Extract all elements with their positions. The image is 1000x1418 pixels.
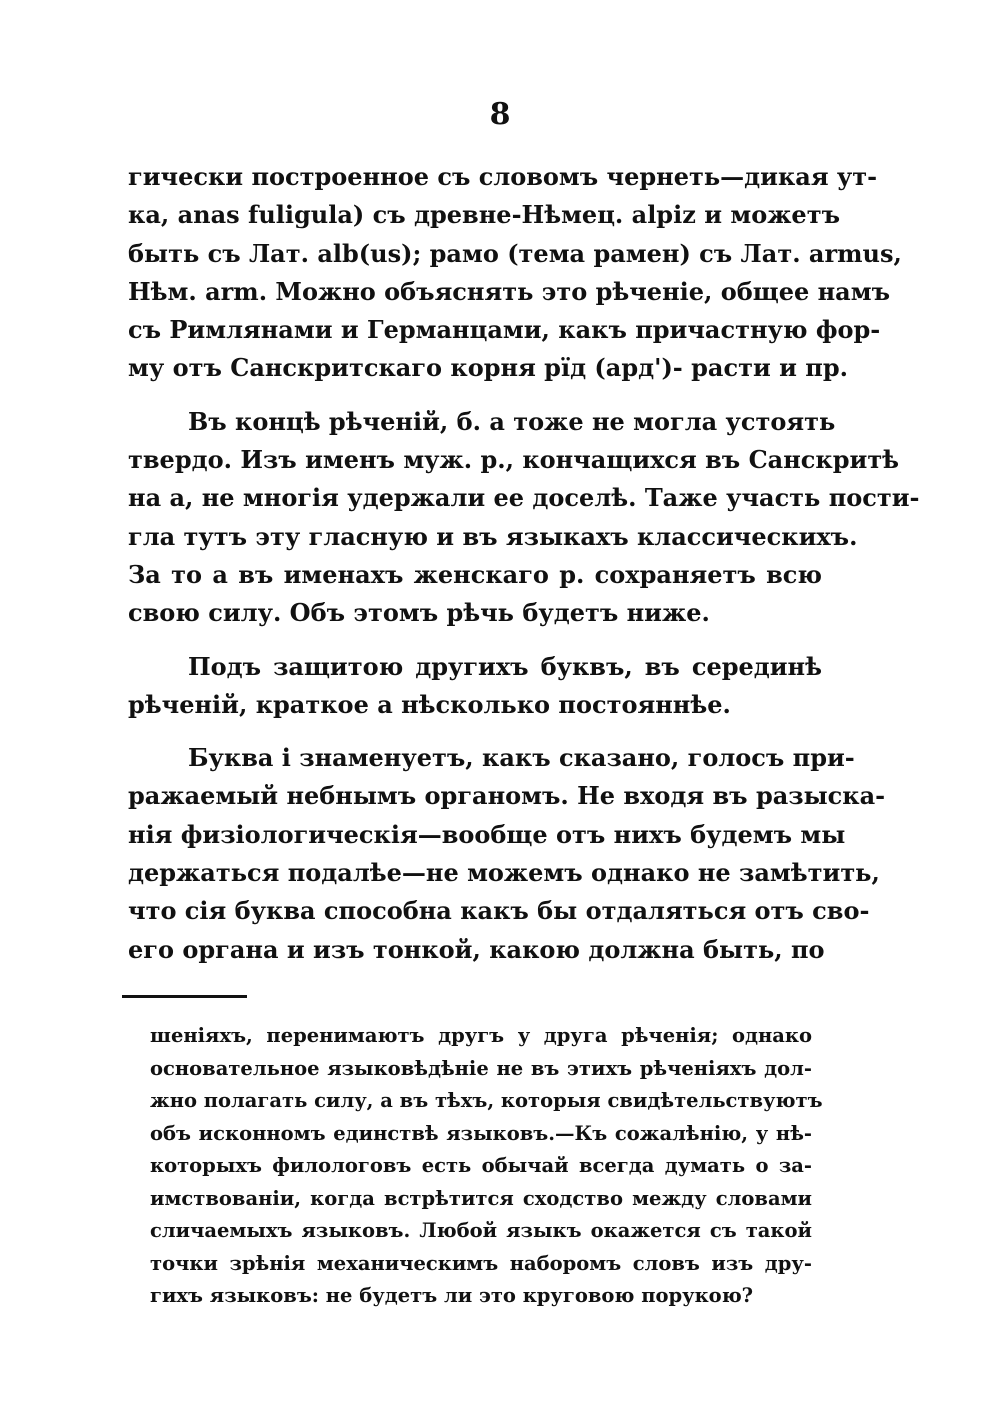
text-line: ражаемый небнымъ органомъ. Не входя въ разыска- — [128, 781, 886, 811]
paragraph-1 — [128, 158, 902, 388]
footnote-line: гихъ языковъ: не будетъ ли это круговою порукою? — [150, 1284, 754, 1307]
footnote-line: сличаемыхъ языковъ. Любой языкъ окажется съ такой — [150, 1219, 812, 1242]
text-line: му отъ Санскритскаго корня рїд (ард')- расти и пр. — [128, 353, 848, 383]
text-line: ка, anas fuligula) съ древне-Нѣмец. alpiz и можетъ — [128, 200, 840, 230]
text-line: его органа и изъ тонкой, какою должна быть, по — [128, 934, 825, 964]
footnote-line: основательное языковѣдѣніе не въ этихъ рѣченіяхъ дол- — [150, 1056, 812, 1080]
text-line: гически построенное съ словомъ чернеть—дикая ут- — [128, 162, 878, 191]
text-line: на а, не многія удержали ее доселѣ. Таже участь пости- — [128, 483, 920, 513]
text-line: рѣченій, краткое а нѣсколько постояннѣе. — [128, 689, 731, 719]
text-line: свою силу. Объ этомъ рѣчь будетъ ниже. — [128, 598, 710, 628]
paragraph-3 — [128, 648, 822, 725]
text-line: что сія буква способна какъ бы отдаляться отъ сво- — [128, 896, 870, 926]
text-line: держаться подалѣе—не можемъ однако не замѣтить, — [128, 858, 880, 888]
footnote — [150, 1020, 823, 1313]
main-text — [128, 158, 920, 969]
page-number: 8 — [489, 97, 511, 132]
text-line: твердо. Изъ именъ муж. р., кончащихся въ Санскритѣ — [128, 445, 900, 475]
text-line: Нѣм. arm. Можно объяснять это рѣченіе, общее намъ — [128, 276, 890, 306]
footnote-line: шеніяхъ, перенимаютъ другъ у друга рѣченія; однако — [150, 1024, 812, 1047]
footnote-line: которыхъ филологовъ есть обычай всегда думать о за- — [150, 1154, 812, 1177]
text-line: съ Римлянами и Германцами, какъ причастную фор- — [128, 315, 881, 345]
text-line: Буква і знаменуетъ, какъ сказано, голосъ при- — [188, 743, 855, 773]
text-line: гла тутъ эту гласную и въ языкахъ классическихъ. — [128, 521, 858, 551]
text-line: Подъ защитою другихъ буквъ, въ серединѣ — [188, 651, 822, 681]
footnote-line: имствованіи, когда встрѣтится сходство между словами — [150, 1186, 812, 1210]
paragraph-2 — [128, 403, 920, 633]
text-line: быть съ Лат. alb(us); рамо (тема рамен) съ Лат. armus, — [128, 238, 902, 268]
text-line: нія физіологическія—вообще отъ нихъ будемъ мы — [128, 819, 846, 849]
footnote-line: жно полагать силу, а въ тѣхъ, которыя свидѣтельствуютъ — [150, 1089, 823, 1112]
footnote-line: объ исконномъ единствѣ языковъ.—Къ сожалѣнію, у нѣ- — [150, 1121, 812, 1145]
text-line: Въ концѣ рѣченій, б. а тоже не могла устоять — [188, 406, 836, 436]
text-line: За то а въ именахъ женскаго р. сохраняетъ всю — [128, 559, 822, 589]
paragraph-4 — [128, 739, 886, 969]
footnote-divider — [122, 995, 247, 998]
footnote-line: точки зрѣнія механическимъ наборомъ словъ изъ дру- — [150, 1251, 812, 1275]
